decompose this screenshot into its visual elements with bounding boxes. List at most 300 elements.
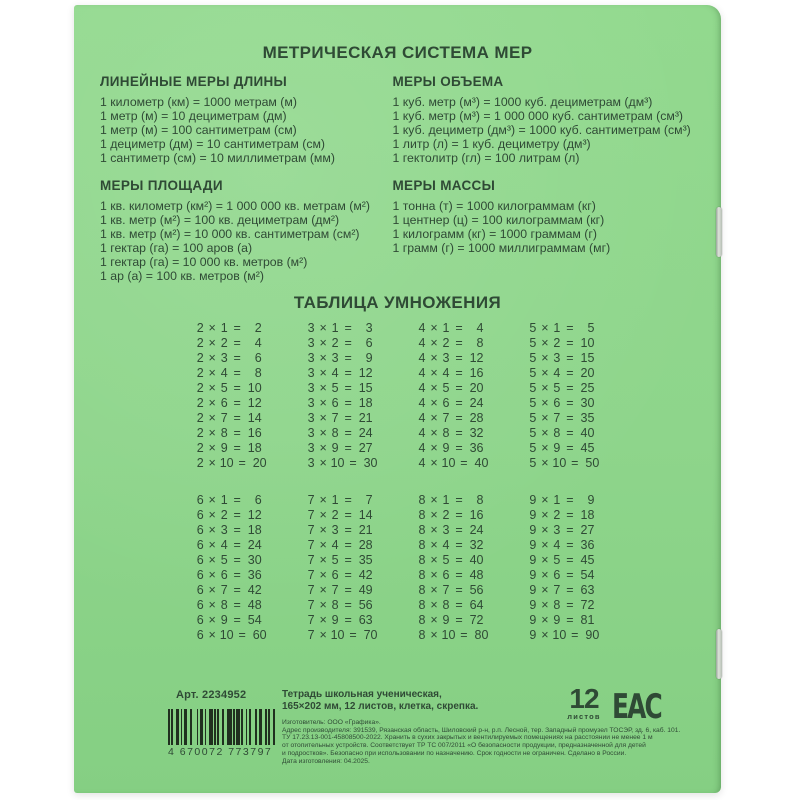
equals-sign: = (233, 568, 241, 582)
multiply-sign: × (319, 351, 327, 365)
multiplier: 3 (442, 523, 450, 537)
multiplier: 2 (220, 336, 228, 350)
multiplication-row (307, 598, 378, 613)
fine-print-line: Изготовитель: ООО «Графика». (282, 719, 381, 726)
product-value: 32 (469, 538, 484, 552)
multiplicand: 9 (529, 568, 537, 582)
measure-line: 1 килограмм (кг) = 1000 граммам (г) (392, 227, 597, 241)
product-value: 42 (247, 583, 262, 597)
multiplicand: 8 (418, 568, 426, 582)
equals-sign: = (344, 381, 352, 395)
multiplier: 4 (331, 538, 339, 552)
product-value: 70 (363, 628, 378, 642)
multiplicand: 7 (307, 523, 315, 537)
multiplicand: 9 (529, 583, 537, 597)
equals-sign: = (233, 598, 241, 612)
measure-line: 1 куб. дециметр (дм³) = 1000 куб. сантиметрам (см³) (392, 123, 691, 137)
equals-sign: = (233, 336, 241, 350)
multiplication-row (418, 628, 489, 643)
section-heading: МЕРЫ ОБЪЕМА (392, 74, 504, 89)
multiplier: 8 (331, 598, 339, 612)
multiply-sign: × (430, 613, 438, 627)
multiplier: 9 (553, 441, 561, 455)
multiplier: 7 (442, 411, 450, 425)
multiplier: 8 (331, 426, 339, 440)
multiplier: 5 (331, 553, 339, 567)
multiplication-row (528, 583, 599, 598)
multiplicand: 2 (196, 441, 204, 455)
product-value: 4 (476, 321, 484, 335)
measure-line: 1 кв. метр (м²) = 100 кв. дециметрам (дм²) (100, 213, 340, 227)
multiplication-row (196, 336, 267, 351)
multiplication-row (418, 523, 489, 538)
multiplication-row (418, 336, 489, 351)
product-value: 6 (254, 493, 262, 507)
multiplier: 7 (220, 411, 228, 425)
multiplication-row (418, 493, 489, 508)
measure-section (100, 177, 385, 283)
multiplicand: 7 (307, 538, 315, 552)
equals-sign: = (233, 493, 241, 507)
multiplication-row (196, 396, 267, 411)
multiply-sign: × (430, 568, 438, 582)
multiplier: 1 (331, 321, 339, 335)
product-value: 42 (358, 568, 373, 582)
equals-sign: = (233, 321, 241, 335)
multiplier: 8 (442, 598, 450, 612)
multiplicand: 3 (307, 321, 315, 335)
measure-line: 1 тонна (т) = 1000 килограммам (кг) (392, 199, 596, 213)
product-value: 20 (469, 381, 484, 395)
measure-line: 1 кв. метр (м²) = 10 000 кв. сантиметрам (см²) (100, 227, 360, 241)
multiplication-row (196, 598, 267, 613)
fine-print-line: Дата изготовления: 04.2025. (282, 757, 370, 765)
equals-sign: = (566, 583, 574, 597)
multiply-sign: × (430, 508, 438, 522)
measure-line: 1 кв. километр (км²) = 1 000 000 кв. метрам (м²) (100, 199, 370, 213)
equals-sign: = (344, 321, 352, 335)
equals-sign: = (566, 613, 574, 627)
multiplication-table-title: ТАБЛИЦА УМНОЖЕНИЯ (293, 293, 502, 312)
multiplicand: 2 (196, 336, 204, 350)
multiplier: 10 (441, 456, 456, 470)
product-value: 40 (474, 456, 489, 470)
multiply-sign: × (430, 351, 438, 365)
multiplication-row (418, 396, 489, 411)
multiply-sign: × (208, 351, 216, 365)
multiply-sign: × (541, 426, 549, 440)
multiplier: 2 (220, 508, 228, 522)
multiplication-row (307, 366, 378, 381)
multiplier: 6 (553, 568, 561, 582)
multiplication-row (196, 426, 267, 441)
multiplicand: 2 (196, 381, 204, 395)
product-value: 27 (358, 441, 373, 455)
product-value: 21 (358, 411, 373, 425)
article-number: Арт. 2234952 (176, 689, 247, 701)
multiply-sign: × (319, 613, 327, 627)
multiply-sign: × (319, 396, 327, 410)
multiplier: 4 (553, 366, 561, 380)
multiply-sign: × (319, 628, 327, 642)
equals-sign: = (566, 381, 574, 395)
multiply-sign: × (541, 508, 549, 522)
product-value: 35 (580, 411, 595, 425)
multiply-sign: × (208, 613, 216, 627)
fine-print-line: Адрес производителя: 391539, Рязанская область, Шиловский р-н, р.п. Лесной, тер. Западный промузел ТОСЭР, зд. 6, каб. 101. (282, 726, 681, 734)
equals-sign: = (233, 351, 241, 365)
equals-sign: = (233, 613, 241, 627)
equals-sign: = (455, 411, 463, 425)
multiplier: 6 (331, 396, 339, 410)
multiply-sign: × (208, 441, 216, 455)
multiply-sign: × (319, 336, 327, 350)
multiplicand: 7 (307, 568, 315, 582)
multiply-sign: × (319, 568, 327, 582)
multiply-sign: × (430, 336, 438, 350)
barcode-space (275, 709, 277, 745)
multiply-sign: × (208, 553, 216, 567)
multiplicand: 7 (307, 628, 315, 642)
multiplication-row (307, 426, 378, 441)
equals-sign: = (233, 508, 241, 522)
multiply-sign: × (319, 366, 327, 380)
multiplicand: 6 (196, 628, 204, 642)
multiplicand: 4 (418, 366, 426, 380)
multiplication-row (196, 441, 267, 456)
multiplier: 8 (553, 598, 561, 612)
multiplication-row (528, 396, 599, 411)
multiplication-row (196, 553, 267, 568)
multiply-sign: × (319, 411, 327, 425)
multiplication-row (196, 538, 267, 553)
multiplication-row (307, 523, 378, 538)
product-value: 3 (365, 321, 373, 335)
multiplication-row (528, 598, 599, 613)
multiplicand: 9 (529, 628, 537, 642)
multiplier: 2 (331, 336, 339, 350)
equals-sign: = (344, 613, 352, 627)
equals-sign: = (455, 613, 463, 627)
measure-line: 1 литр (л) = 1 куб. дециметру (дм³) (392, 137, 591, 151)
multiplication-row (307, 493, 378, 508)
multiplicand: 9 (529, 508, 537, 522)
multiply-sign: × (430, 628, 438, 642)
product-value: 56 (358, 598, 373, 612)
measure-line: 1 километр (км) = 1000 метрам (м) (100, 95, 297, 109)
multiply-sign: × (319, 538, 327, 552)
multiplicand: 2 (196, 411, 204, 425)
multiplier: 2 (553, 508, 561, 522)
equals-sign: = (566, 426, 574, 440)
multiplication-row (196, 493, 267, 508)
multiplicand: 2 (196, 321, 204, 335)
multiplicand: 3 (307, 426, 315, 440)
multiplicand: 4 (418, 441, 426, 455)
multiplication-row (307, 336, 378, 351)
equals-sign: = (233, 411, 241, 425)
product-value: 35 (358, 553, 373, 567)
multiplicand: 6 (196, 493, 204, 507)
product-value: 8 (476, 336, 484, 350)
multiplicand: 6 (196, 568, 204, 582)
product-value: 16 (469, 366, 484, 380)
product-value: 4 (254, 336, 262, 350)
multiplier: 9 (220, 613, 228, 627)
equals-sign: = (233, 553, 241, 567)
multiplicand: 5 (529, 366, 537, 380)
multiplicand: 5 (529, 396, 537, 410)
equals-sign: = (344, 538, 352, 552)
fine-print-line: и подростков». Безопасно при использовании по назначению. Срок годности не ограничен. Сделано в России. (282, 749, 627, 757)
multiply-sign: × (541, 366, 549, 380)
equals-sign: = (238, 456, 246, 470)
multiplication-column (528, 321, 599, 471)
multiplier: 4 (220, 366, 228, 380)
multiplier: 7 (553, 411, 561, 425)
multiply-sign: × (319, 508, 327, 522)
multiplication-row (528, 321, 599, 336)
multiplier: 2 (442, 508, 450, 522)
measure-line: 1 метр (м) = 10 дециметрам (дм) (100, 109, 287, 123)
multiply-sign: × (430, 493, 438, 507)
equals-sign: = (344, 583, 352, 597)
multiplication-row (528, 493, 599, 508)
multiplication-row (418, 598, 489, 613)
multiplier: 4 (220, 538, 228, 552)
multiplier: 2 (442, 336, 450, 350)
product-value: 81 (580, 613, 595, 627)
multiplication-row (418, 381, 489, 396)
multiplicand: 8 (418, 523, 426, 537)
equals-sign: = (566, 396, 574, 410)
multiplicand: 4 (418, 351, 426, 365)
multiply-sign: × (541, 456, 549, 470)
multiplier: 3 (442, 351, 450, 365)
product-value: 36 (580, 538, 595, 552)
measure-line: 1 гектолитр (гл) = 100 литрам (л) (392, 151, 580, 165)
product-value: 30 (580, 396, 595, 410)
product-value: 72 (580, 598, 595, 612)
multiplication-row (418, 613, 489, 628)
multiplication-table (74, 321, 721, 643)
product-value: 9 (587, 493, 595, 507)
multiplicand: 4 (418, 336, 426, 350)
equals-sign: = (344, 553, 352, 567)
product-value: 24 (469, 396, 484, 410)
multiplicand: 5 (529, 411, 537, 425)
measure-line: 1 сантиметр (см) = 10 миллиметрам (мм) (100, 151, 335, 165)
multiplication-row (418, 583, 489, 598)
multiply-sign: × (319, 598, 327, 612)
product-value: 54 (247, 613, 262, 627)
equals-sign: = (566, 366, 574, 380)
product-line-1: Тетрадь школьная ученическая, (282, 689, 442, 700)
product-line-2: 165×202 мм, 12 листов, клетка, скрепка. (282, 701, 479, 712)
multiplicand: 9 (529, 538, 537, 552)
multiplication-row (528, 508, 599, 523)
product-value: 5 (587, 321, 595, 335)
multiply-sign: × (319, 456, 327, 470)
product-value: 8 (476, 493, 484, 507)
multiplier: 6 (331, 568, 339, 582)
multiply-sign: × (541, 628, 549, 642)
multiplicand: 6 (196, 553, 204, 567)
multiply-sign: × (541, 321, 549, 335)
product-value: 28 (469, 411, 484, 425)
multiply-sign: × (208, 628, 216, 642)
multiply-sign: × (430, 321, 438, 335)
equals-sign: = (455, 396, 463, 410)
measure-line: 1 гектар (га) = 10 000 кв. метров (м²) (100, 255, 308, 269)
equals-sign: = (455, 553, 463, 567)
equals-sign: = (566, 598, 574, 612)
product-value: 12 (469, 351, 484, 365)
multiplication-row (196, 613, 267, 628)
section-heading: МЕРЫ МАССЫ (392, 178, 496, 193)
multiplication-column (528, 493, 599, 643)
multiplier: 7 (220, 583, 228, 597)
multiplier: 9 (553, 613, 561, 627)
multiplication-row (418, 321, 489, 336)
multiplication-row (307, 508, 378, 523)
multiplier: 10 (330, 456, 345, 470)
product-value: 12 (247, 396, 262, 410)
fine-print-line: от отопительных устройств. Соответствует ТР ТС 007/2011 «О безопасности продукции, предназначенной для детей (282, 742, 646, 750)
multiplier: 1 (442, 493, 450, 507)
multiplier: 6 (553, 396, 561, 410)
multiplication-row (528, 426, 599, 441)
equals-sign: = (455, 321, 463, 335)
multiply-sign: × (541, 411, 549, 425)
multiplier: 3 (220, 351, 228, 365)
equals-sign: = (344, 523, 352, 537)
equals-sign: = (566, 553, 574, 567)
multiply-sign: × (208, 411, 216, 425)
multiplication-row (418, 426, 489, 441)
product-value: 24 (358, 426, 373, 440)
product-value: 28 (358, 538, 373, 552)
product-value: 18 (247, 523, 262, 537)
product-value: 6 (254, 351, 262, 365)
multiplication-row (528, 381, 599, 396)
multiplier: 9 (442, 441, 450, 455)
multiply-sign: × (319, 441, 327, 455)
multiply-sign: × (541, 336, 549, 350)
multiplicand: 9 (529, 553, 537, 567)
metric-system-title: МЕТРИЧЕСКАЯ СИСТЕМА МЕР (262, 43, 533, 62)
barcode (168, 709, 276, 758)
equals-sign: = (455, 493, 463, 507)
multiply-sign: × (430, 441, 438, 455)
multiplication-row (418, 441, 489, 456)
product-value: 14 (247, 411, 262, 425)
barcode-number: 4 670072 773797 (168, 746, 273, 758)
equals-sign: = (566, 411, 574, 425)
multiplicand: 5 (529, 426, 537, 440)
multiplier: 10 (219, 628, 234, 642)
product-value: 12 (247, 508, 262, 522)
notebook-back-cover (74, 5, 721, 793)
multiplication-row (528, 613, 599, 628)
multiplicand: 5 (529, 381, 537, 395)
equals-sign: = (233, 426, 241, 440)
multiplier: 9 (442, 613, 450, 627)
multiplicand: 4 (418, 456, 426, 470)
multiplier: 5 (553, 553, 561, 567)
multiplication-row (196, 508, 267, 523)
equals-sign: = (566, 493, 574, 507)
multiplicand: 3 (307, 366, 315, 380)
multiplicand: 4 (418, 381, 426, 395)
product-value: 15 (358, 381, 373, 395)
equals-sign: = (233, 366, 241, 380)
multiply-sign: × (430, 426, 438, 440)
multiplication-row (528, 628, 599, 643)
multiplicand: 4 (418, 321, 426, 335)
product-value: 10 (247, 381, 262, 395)
product-value: 48 (469, 568, 484, 582)
equals-sign: = (566, 441, 574, 455)
multiply-sign: × (319, 321, 327, 335)
product-value: 7 (365, 493, 373, 507)
multiplicand: 2 (196, 396, 204, 410)
multiplicand: 8 (418, 538, 426, 552)
multiplier: 10 (441, 628, 456, 642)
multiplicand: 3 (307, 441, 315, 455)
multiplicand: 3 (307, 381, 315, 395)
multiplication-row (528, 366, 599, 381)
multiplicand: 3 (307, 336, 315, 350)
multiplicand: 4 (418, 411, 426, 425)
multiplier: 5 (220, 553, 228, 567)
measure-line: 1 метр (м) = 100 сантиметрам (см) (100, 123, 297, 137)
multiply-sign: × (319, 426, 327, 440)
multiplier: 10 (219, 456, 234, 470)
multiplication-row (418, 538, 489, 553)
product-value: 56 (469, 583, 484, 597)
product-value: 60 (252, 628, 267, 642)
multiplier: 9 (331, 441, 339, 455)
measure-section (393, 177, 699, 283)
product-value: 72 (469, 613, 484, 627)
multiplier: 3 (331, 351, 339, 365)
multiplier: 9 (331, 613, 339, 627)
multiplier: 6 (220, 568, 228, 582)
equals-sign: = (349, 456, 357, 470)
equals-sign: = (455, 598, 463, 612)
measure-section (100, 73, 385, 165)
product-value: 18 (247, 441, 262, 455)
multiplier: 6 (220, 396, 228, 410)
multiply-sign: × (541, 613, 549, 627)
multiplication-row (418, 568, 489, 583)
product-value: 80 (474, 628, 489, 642)
multiply-sign: × (208, 508, 216, 522)
multiplicand: 7 (307, 493, 315, 507)
multiplier: 2 (553, 336, 561, 350)
equals-sign: = (566, 568, 574, 582)
multiplier: 4 (442, 538, 450, 552)
barcode-bars (168, 709, 276, 745)
multiplicand: 5 (529, 351, 537, 365)
equals-sign: = (455, 583, 463, 597)
multiplication-row (418, 351, 489, 366)
multiply-sign: × (430, 366, 438, 380)
multiply-sign: × (208, 426, 216, 440)
multiplicand: 4 (418, 426, 426, 440)
product-value: 63 (358, 613, 373, 627)
